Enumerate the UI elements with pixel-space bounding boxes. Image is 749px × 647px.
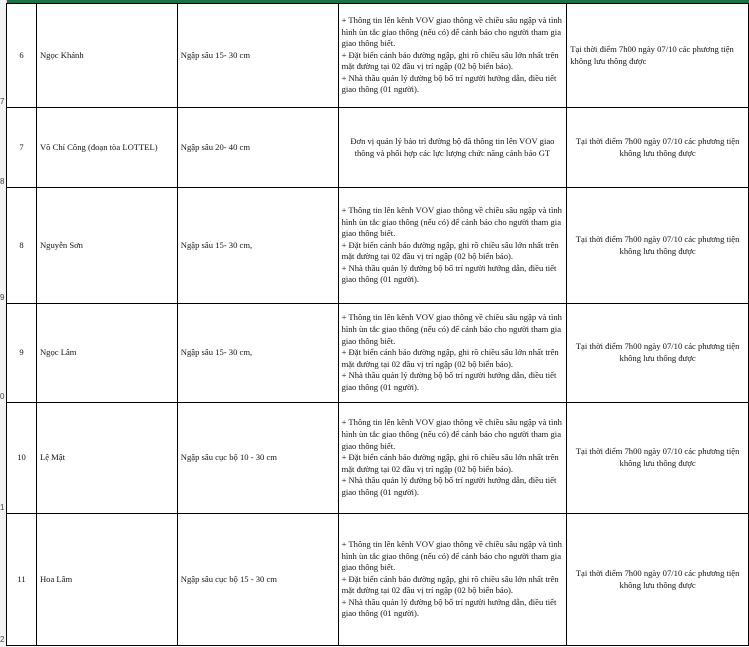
measure-line: + Nhà thầu quản lý đường bộ bố trí người hướng dẫn, điều tiết giao thông (01 người). bbox=[341, 72, 557, 95]
row-header-number[interactable]: 2 bbox=[0, 635, 5, 644]
measure-line: + Nhà thầu quản lý đường bộ bố trí người hướng dẫn, điều tiết giao thông (01 người). bbox=[341, 370, 557, 392]
measure-line: + Thông tin lên kênh VOV giao thông về chiều sâu ngập và tình hình ùn tắc giao thông (nếu có) để cảnh báo cho người tham gia giao thông biết. bbox=[341, 417, 562, 451]
cell-stt[interactable]: 8 bbox=[7, 188, 37, 304]
cell-status[interactable]: Tại thời điểm 7h00 ngày 07/10 các phương tiện không lưu thông được bbox=[567, 304, 749, 403]
cell-depth[interactable]: Ngập sâu 15- 30 cm bbox=[177, 4, 338, 108]
cell-depth[interactable]: Ngập sâu 20- 40 cm bbox=[177, 108, 338, 188]
flood-status-table bbox=[6, 3, 749, 646]
cell-status[interactable]: Tại thời điểm 7h00 ngày 07/10 các phương tiện không lưu thông được bbox=[567, 4, 749, 108]
measure-line: + Thông tin lên kênh VOV giao thông về chiều sâu ngập và tình hình ùn tắc giao thông (nếu có) để cảnh báo cho người tham gia giao thông biết. bbox=[341, 14, 562, 49]
cell-status[interactable]: Tại thời điểm 7h00 ngày 07/10 các phương tiện không lưu thông được bbox=[567, 514, 749, 646]
cell-status[interactable]: Tại thời điểm 7h00 ngày 07/10 các phương tiện không lưu thông được bbox=[567, 188, 749, 304]
measure-line: + Nhà thầu quản lý đường bộ bố trí người hướng dẫn, điều tiết giao thông (01 người). bbox=[341, 596, 557, 619]
measure-line: + Thông tin lên kênh VOV giao thông về chiều sâu ngập và tình hình ùn tắc giao thông (nếu có) để cảnh báo cho người tham gia giao thông biết. bbox=[341, 312, 562, 346]
cell-measures[interactable] bbox=[338, 514, 567, 646]
cell-measures[interactable] bbox=[338, 4, 567, 108]
row-header-number[interactable]: 0 bbox=[0, 392, 5, 401]
cell-depth[interactable]: Ngập sâu cục bộ 15 - 30 cm bbox=[177, 514, 338, 646]
cell-location[interactable]: Nguyễn Sơn bbox=[36, 188, 177, 304]
cell-location[interactable]: Ngọc Lâm bbox=[36, 304, 177, 403]
measure-line: + Đặt biển cảnh báo đường ngập, ghi rõ chiều sâu lớn nhất trên mặt đường tại 02 đầu vị trí ngập (02 bộ biển báo). bbox=[341, 347, 559, 369]
cell-location[interactable]: Võ Chí Công (đoạn tòa LOTTEL) bbox=[36, 108, 177, 188]
measure-line: + Nhà thầu quản lý đường bộ bố trí người hướng dẫn, điều tiết giao thông (01 người). bbox=[341, 475, 557, 497]
row-header-number[interactable]: 7 bbox=[0, 97, 5, 106]
cell-stt[interactable]: 9 bbox=[7, 304, 37, 403]
row-header-number[interactable]: 1 bbox=[0, 503, 5, 512]
measure-line: + Thông tin lên kênh VOV giao thông về chiều sâu ngập và tình hình ùn tắc giao thông (nếu có) để cảnh báo cho người tham gia giao thông biết. bbox=[341, 538, 562, 573]
cell-status[interactable]: Tại thời điểm 7h00 ngày 07/10 các phương tiện không lưu thông được bbox=[567, 403, 749, 514]
cell-stt[interactable]: 11 bbox=[7, 514, 37, 646]
table-row bbox=[7, 304, 749, 403]
table-row bbox=[7, 4, 749, 108]
measure-line: + Đặt biển cảnh báo đường ngập, ghi rõ chiều sâu lớn nhất trên mặt đường tại 02 đầu vị trí ngập (02 bộ biển báo). bbox=[341, 239, 559, 262]
cell-measures[interactable] bbox=[338, 304, 567, 403]
measure-line: + Nhà thầu quản lý đường bộ bố trí người hướng dẫn, điều tiết giao thông (01 người). bbox=[341, 262, 557, 285]
cell-measures[interactable] bbox=[338, 188, 567, 304]
table-row bbox=[7, 188, 749, 304]
row-header-number[interactable]: 8 bbox=[0, 177, 5, 186]
table-row bbox=[7, 514, 749, 646]
table-row bbox=[7, 108, 749, 188]
cell-stt[interactable]: 7 bbox=[7, 108, 37, 188]
cell-status[interactable]: Tại thời điểm 7h00 ngày 07/10 các phương tiện không lưu thông được bbox=[567, 108, 749, 188]
row-header-number[interactable]: 9 bbox=[0, 293, 5, 302]
cell-depth[interactable]: Ngập sâu 15- 30 cm, bbox=[177, 304, 338, 403]
cell-stt[interactable]: 10 bbox=[7, 403, 37, 514]
cell-depth[interactable]: Ngập sâu 15- 30 cm, bbox=[177, 188, 338, 304]
cell-measures[interactable] bbox=[338, 108, 567, 188]
measure-line: + Đặt biển cảnh báo đường ngập, ghi rõ chiều sâu lớn nhất trên mặt đường tại 02 đầu vị trí ngập (02 bộ biển báo). bbox=[341, 452, 559, 474]
measure-line: + Thông tin lên kênh VOV giao thông về chiều sâu ngập và tình hình ùn tắc giao thông (nếu có) để cảnh báo cho người tham gia giao thông biết. bbox=[341, 204, 562, 239]
cell-depth[interactable]: Ngập sâu cục bộ 10 - 30 cm bbox=[177, 403, 338, 514]
measure-line: + Đặt biển cảnh báo đường ngập, ghi rõ chiều sâu lớn nhất trên mặt đường tại 02 đầu vị trí ngập (02 bộ biển báo). bbox=[341, 49, 559, 72]
measure-line: + Đặt biển cảnh báo đường ngập, ghi rõ chiều sâu lớn nhất trên mặt đường tại 02 đầu vị trí ngập (02 bộ biển báo). bbox=[341, 573, 559, 596]
cell-location[interactable]: Ngọc Khánh bbox=[36, 4, 177, 108]
table-row bbox=[7, 403, 749, 514]
cell-stt[interactable]: 6 bbox=[7, 4, 37, 108]
cell-measures[interactable] bbox=[338, 403, 567, 514]
measure-line: Đơn vị quản lý bảo trì đường bộ đã thông tin lên VOV giao thông và phối hợp các lực lượng chức năng cảnh báo GT bbox=[350, 135, 555, 158]
cell-location[interactable]: Hoa Lâm bbox=[36, 514, 177, 646]
cell-location[interactable]: Lệ Mật bbox=[36, 403, 177, 514]
